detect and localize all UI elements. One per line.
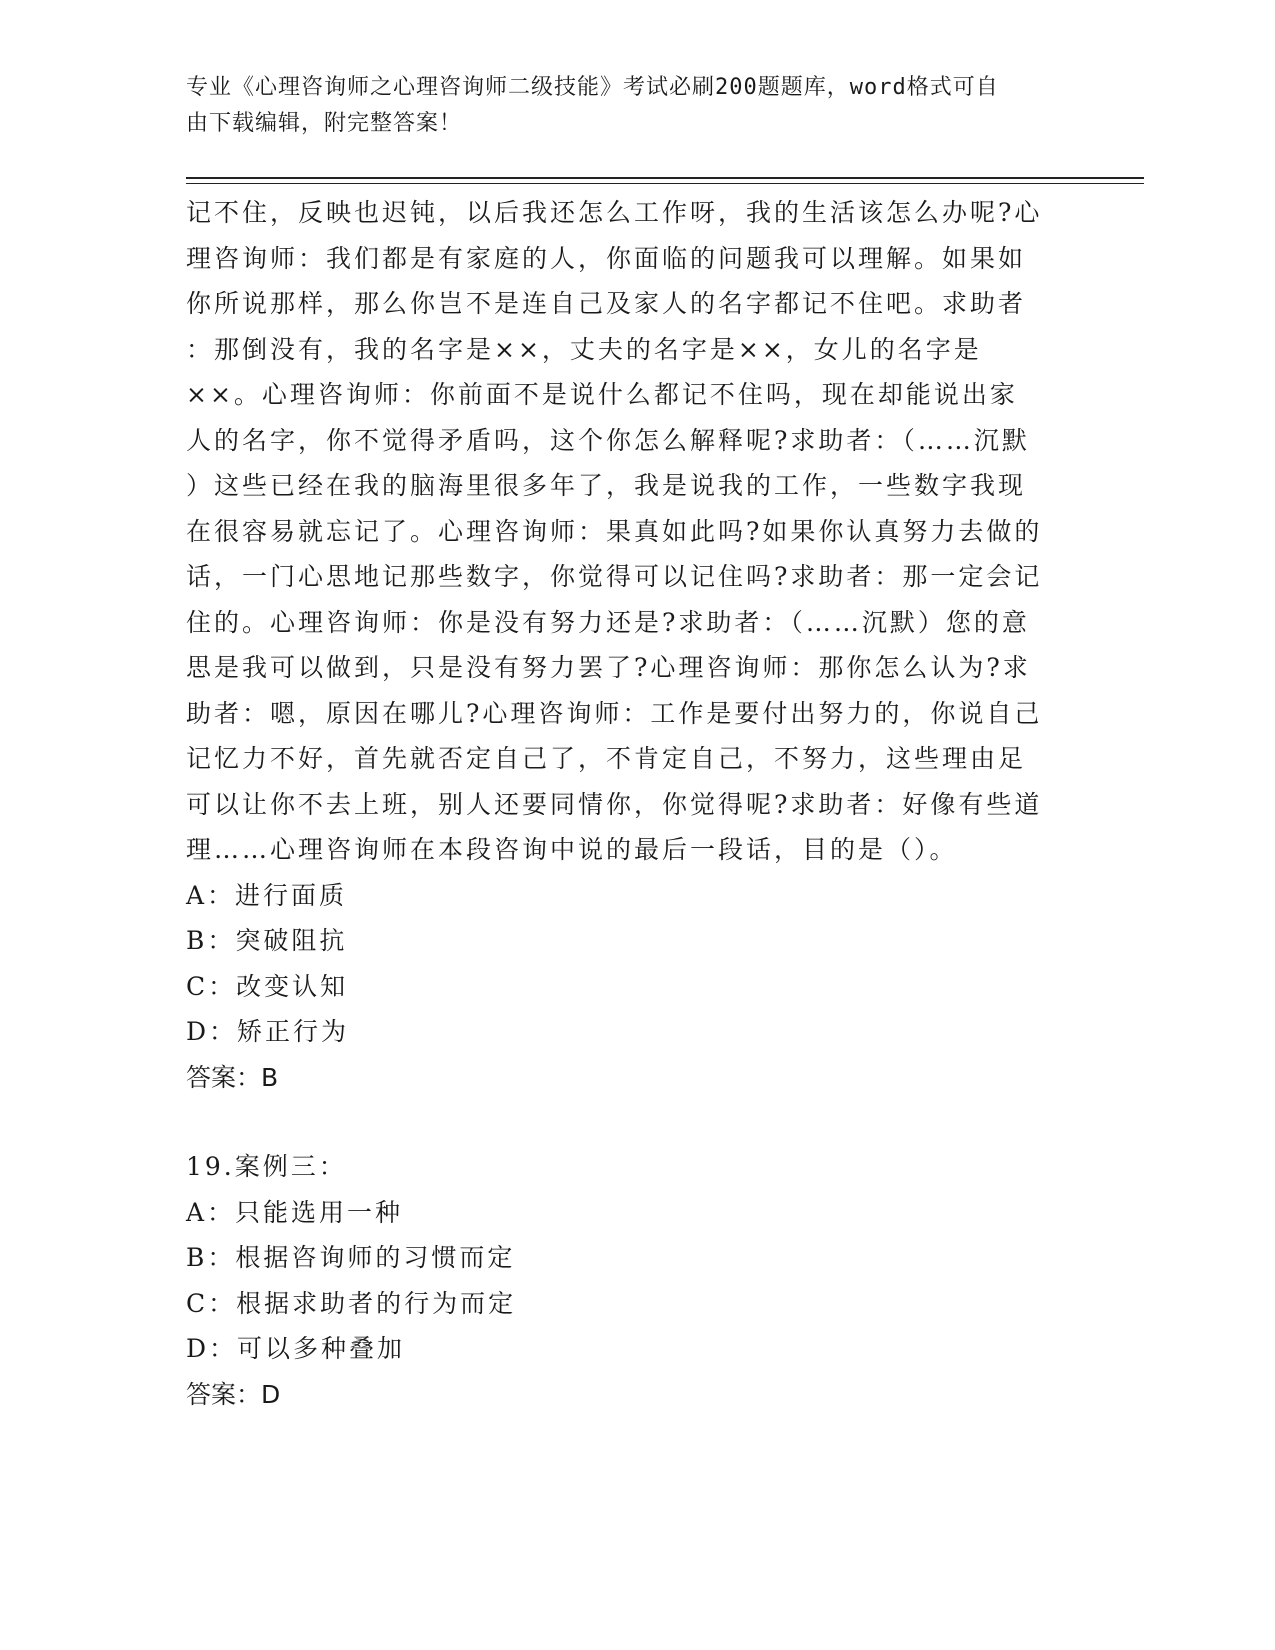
- question-18-options: [186, 873, 1066, 1055]
- question-19-options: [186, 1190, 1066, 1372]
- header-divider-thick: [186, 177, 1144, 179]
- stem-line: 记不住，反映也迟钝，以后我还怎么工作呀，我的生活该怎么办呢?心: [186, 198, 1043, 227]
- option-b: B：突破阻抗: [186, 926, 348, 955]
- question-19-title: 19.案例三：: [186, 1152, 347, 1181]
- question-spacer: [186, 1100, 1066, 1144]
- header-divider-thin: [186, 183, 1144, 184]
- option-d: D：矫正行为: [186, 1017, 350, 1046]
- header-line-1: 专业《心理咨询师之心理咨询师二级技能》考试必刷200题题库，word格式可自: [186, 75, 999, 100]
- stem-line: 理……心理咨询师在本段咨询中说的最后一段话，目的是（）。: [186, 835, 958, 864]
- stem-line: 你所说那样，那么你岂不是连自己及家人的名字都记不住吧。求助者: [186, 289, 1027, 318]
- stem-line: 记忆力不好，首先就否定自己了，不肯定自己，不努力，这些理由足: [186, 744, 1027, 773]
- header-line-2: 由下载编辑，附完整答案！: [186, 111, 463, 136]
- stem-line: 助者：嗯，原因在哪儿?心理咨询师：工作是要付出努力的，你说自己: [186, 698, 1043, 728]
- document-body: [186, 190, 1066, 1417]
- question-18-stem: [186, 190, 1066, 873]
- stem-line: 住的。心理咨询师：你是没有努力还是?求助者：（……沉默）您的意: [186, 607, 1030, 637]
- stem-line: ：那倒没有，我的名字是××，丈夫的名字是××，女儿的名字是: [186, 334, 982, 364]
- stem-line: 可以让你不去上班，别人还要同情你，你觉得呢?求助者：好像有些道: [186, 789, 1043, 819]
- option-a: A：进行面质: [186, 880, 348, 910]
- stem-line: 在很容易就忘记了。心理咨询师：果真如此吗?如果你认真努力去做的: [186, 516, 1043, 546]
- stem-line: ）这些已经在我的脑海里很多年了，我是说我的工作，一些数字我现: [186, 471, 1027, 500]
- stem-line: 思是我可以做到，只是没有努力罢了?心理咨询师：那你怎么认为?求: [186, 653, 1031, 682]
- option-d: D：可以多种叠加: [186, 1334, 406, 1363]
- option-b: B：根据咨询师的习惯而定: [186, 1243, 516, 1272]
- stem-line: ××。心理咨询师：你前面不是说什么都记不住吗，现在却能说出家: [186, 380, 1018, 409]
- option-c: C：改变认知: [186, 971, 349, 1001]
- question-18-answer: 答案：B: [186, 1062, 279, 1092]
- document-header: [186, 70, 1066, 142]
- question-19-answer: 答案：D: [186, 1379, 281, 1409]
- option-c: C：根据求助者的行为而定: [186, 1288, 517, 1318]
- stem-line: 理咨询师：我们都是有家庭的人，你面临的问题我可以理解。如果如: [186, 243, 1027, 273]
- option-a: A：只能选用一种: [186, 1197, 404, 1227]
- stem-line: 话，一门心思地记那些数字，你觉得可以记住吗?求助者：那一定会记: [186, 562, 1043, 591]
- stem-line: 人的名字，你不觉得矛盾吗，这个你怎么解释呢?求助者：（……沉默: [186, 425, 1030, 455]
